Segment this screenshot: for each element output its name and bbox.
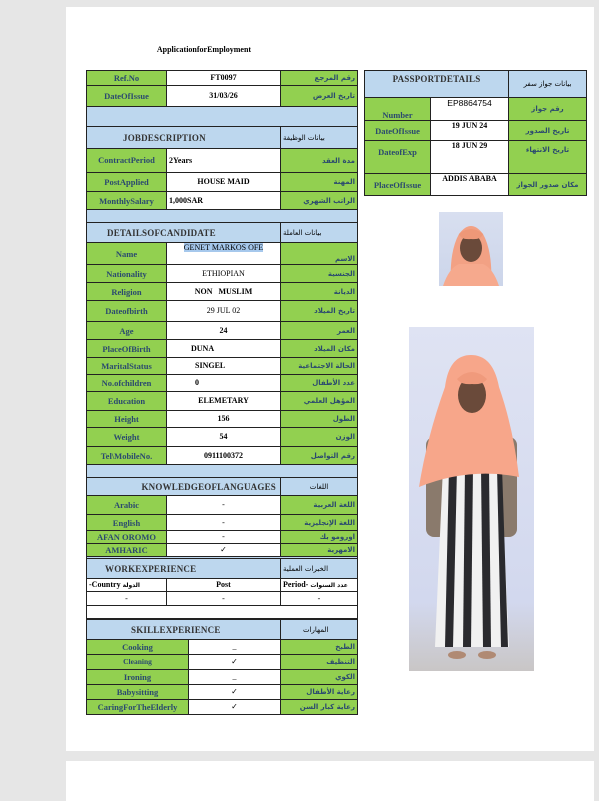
passport-label: PlaceOfIssue [365,174,431,196]
candidate-label: PlaceOfBirth [87,340,167,358]
candidate-row [87,322,358,340]
skill-label: Cleaning [87,655,189,670]
candidate-row [87,411,358,428]
lang-row [87,531,358,544]
job-header-row [87,127,358,149]
candidate-value: SINGEL [167,358,281,375]
passport-header-ar: بيانات جواز سفر [509,71,587,98]
skills-header-ar: المهارات [281,620,358,640]
passport-header-row [365,71,587,98]
candidate-row [87,243,358,265]
skill-row [87,670,358,685]
work-col-period [281,579,358,592]
issue-value: 31/03/26 [167,86,281,107]
page-title: ApplicationforEmployment [156,45,252,54]
candidate-value: 54 [167,428,281,447]
ref-row [87,71,358,86]
issue-row [87,86,358,107]
passport-value: 18 JUN 29 [431,141,509,174]
job-header-ar: بيانات الوظيفة [281,127,358,149]
fullbody-icon [409,327,534,671]
lang-label: AFAN OROMO [87,531,167,544]
passport-value: ADDIS ABABA [431,174,509,196]
job-header: JOBDESCRIPTION [87,127,281,149]
skill-label: CaringForTheElderly [87,700,189,715]
passport-row [365,174,587,196]
lang-header: KNOWLEDGEOFLANGUAGES [87,478,281,496]
candidate-row [87,301,358,322]
work-cell: - [167,592,281,606]
candidate-label: MaritalStatus [87,358,167,375]
job-label: PostApplied [87,173,167,192]
col1-prefix: - [89,579,92,589]
candidate-label: Tel\MobileNo. [87,447,167,465]
job-value: HOUSE MAID [167,173,281,192]
lang-label-ar: اللغة العربية [281,496,358,515]
candidate-label-ar: المؤهل العلمي [281,392,358,411]
candidate-label-ar: عدد الأطفال [281,375,358,392]
work-table [86,558,358,619]
skill-value: ✓ [189,685,281,700]
lang-row [87,515,358,531]
lang-label: Arabic [87,496,167,515]
col3-label: Period [283,579,306,589]
spacer-row [87,107,358,127]
work-col-row [87,579,358,592]
spacer-row [87,210,358,223]
candidate-value: ELEMETARY [167,392,281,411]
skill-label: Babysitting [87,685,189,700]
lang-label-ar: الامهرية [281,544,358,557]
candidate-label-ar: الاسم [281,243,358,265]
spacer [87,606,358,619]
candidate-label: Dateofbirth [87,301,167,322]
passport-row [365,121,587,141]
lang-value: - [167,515,281,531]
candidate-label-ar: مكان الميلاد [281,340,358,358]
col3-label-ar: عدد السنوات [310,581,348,589]
skill-label-ar: الطبخ [281,640,358,655]
candidate-label: Name [87,243,167,265]
job-label: MonthlySalary [87,192,167,210]
candidate-label: Education [87,392,167,411]
skill-label-ar: رعاية الأطفال [281,685,358,700]
work-col-post: Post [167,579,281,592]
candidate-label-ar: العمر [281,322,358,340]
candidate-row [87,265,358,283]
lang-row [87,544,358,557]
spacer [87,465,358,478]
issue-label-ar: تاريخ العرض [281,86,358,107]
col1-label: Country [91,579,121,589]
candidate-label-ar: الحالة الاجتماعية [281,358,358,375]
ref-label-ar: رقم المرجع [281,71,358,86]
skill-value: _ [189,640,281,655]
candidate-value: NON MUSLIM [167,283,281,301]
passport-label: DateOfIssue [365,121,431,141]
job-row [87,173,358,192]
skills-header-row [87,620,358,640]
skill-value: _ [189,670,281,685]
skill-label-ar: الكوي [281,670,358,685]
next-page [66,761,594,801]
candidate-row [87,283,358,301]
lang-label-ar: اورومو بك [281,531,358,544]
candidate-row [87,447,358,465]
main-form-table [86,70,358,570]
spacer-row [87,465,358,478]
candidate-label-ar: الديانة [281,283,358,301]
skills-table [86,619,358,715]
candidate-value: 24 [167,322,281,340]
candidate-value: ETHIOPIAN [167,265,281,283]
candidate-row [87,375,358,392]
candidate-label: Height [87,411,167,428]
passport-value: 19 JUN 24 [431,121,509,141]
lang-value: - [167,531,281,544]
job-value: 1,000SAR [167,192,281,210]
candidate-value: 156 [167,411,281,428]
name-highlight: GENET MARKOS OFE [183,243,264,252]
col3-prefix: - [305,579,309,589]
job-label: ContractPeriod [87,149,167,173]
passport-label-ar: رقم جواز [509,98,587,121]
passport-label-ar: تاريخ الصدور [509,121,587,141]
job-label-ar: مدة العقد [281,149,358,173]
job-label-ar: الراتب الشهري [281,192,358,210]
spacer [87,210,358,223]
lang-value: - [167,496,281,515]
candidate-value: 0911100372 [167,447,281,465]
skill-label: Cooking [87,640,189,655]
issue-label: DateOfIssue [87,86,167,107]
candidate-label-ar: الوزن [281,428,358,447]
spacer-row [87,606,358,619]
skill-value: ✓ [189,655,281,670]
skill-row [87,655,358,670]
candidate-header: DETAILSOFCANDIDATE [87,223,281,243]
skill-row [87,700,358,715]
work-col-country [87,579,167,592]
ref-label: Ref.No [87,71,167,86]
candidate-value: 29 JUL 02 [167,301,281,322]
work-header: WORKEXPERIENCE [87,559,281,579]
work-header-ar: الخبرات العملية [281,559,358,579]
work-cell: - [87,592,167,606]
lang-label: AMHARIC [87,544,167,557]
passport-row [365,98,587,121]
lang-row [87,496,358,515]
passport-header: PASSPORTDETAILS [365,71,509,98]
work-row [87,592,358,606]
skills-header: SKILLEXPERIENCE [87,620,281,640]
candidate-label-ar: الطول [281,411,358,428]
candidate-value [167,243,281,265]
skill-label-ar: رعاية كبار السن [281,700,358,715]
candidate-row [87,428,358,447]
lang-label-ar: اللغة الإنجليزية [281,515,358,531]
skill-label-ar: التنظيف [281,655,358,670]
headshot-icon [439,212,503,286]
person-fullbody-photo [409,327,534,671]
skill-value: ✓ [189,700,281,715]
candidate-row [87,392,358,411]
candidate-label-ar: تاريخ الميلاد [281,301,358,322]
candidate-label: No.ofchildren [87,375,167,392]
candidate-row [87,340,358,358]
passport-label-ar: تاريخ الانتهاء [509,141,587,174]
job-row [87,192,358,210]
candidate-header-row [87,223,358,243]
passport-label: Number [365,98,431,121]
candidate-row [87,358,358,375]
job-row [87,149,358,173]
spacer [87,107,358,127]
ref-value: FT0097 [167,71,281,86]
lang-value: ✓ [167,544,281,557]
job-value: 2Years [167,149,281,173]
lang-header-ar: اللغات [281,478,358,496]
passport-table [364,70,587,196]
passport-value: EP8864754 [431,98,509,121]
job-label-ar: المهنة [281,173,358,192]
skill-row [87,640,358,655]
skill-label: Ironing [87,670,189,685]
work-cell: - [281,592,358,606]
candidate-label-ar: الجنسية [281,265,358,283]
candidate-label: Nationality [87,265,167,283]
person-headshot-photo [439,212,503,286]
candidate-label: Religion [87,283,167,301]
col1-label-ar: الدولة [122,581,140,589]
candidate-header-ar: بيانات العاملة [281,223,358,243]
passport-label: DateofExp [365,141,431,174]
candidate-value: DUNA [167,340,281,358]
passport-label-ar: مكان صدور الجواز [509,174,587,196]
lang-header-row [87,478,358,496]
candidate-value: 0 [167,375,281,392]
candidate-label: Weight [87,428,167,447]
candidate-label-ar: رقم التواصل [281,447,358,465]
lang-label: English [87,515,167,531]
passport-row [365,141,587,174]
work-header-row [87,559,358,579]
candidate-label: Age [87,322,167,340]
skill-row [87,685,358,700]
